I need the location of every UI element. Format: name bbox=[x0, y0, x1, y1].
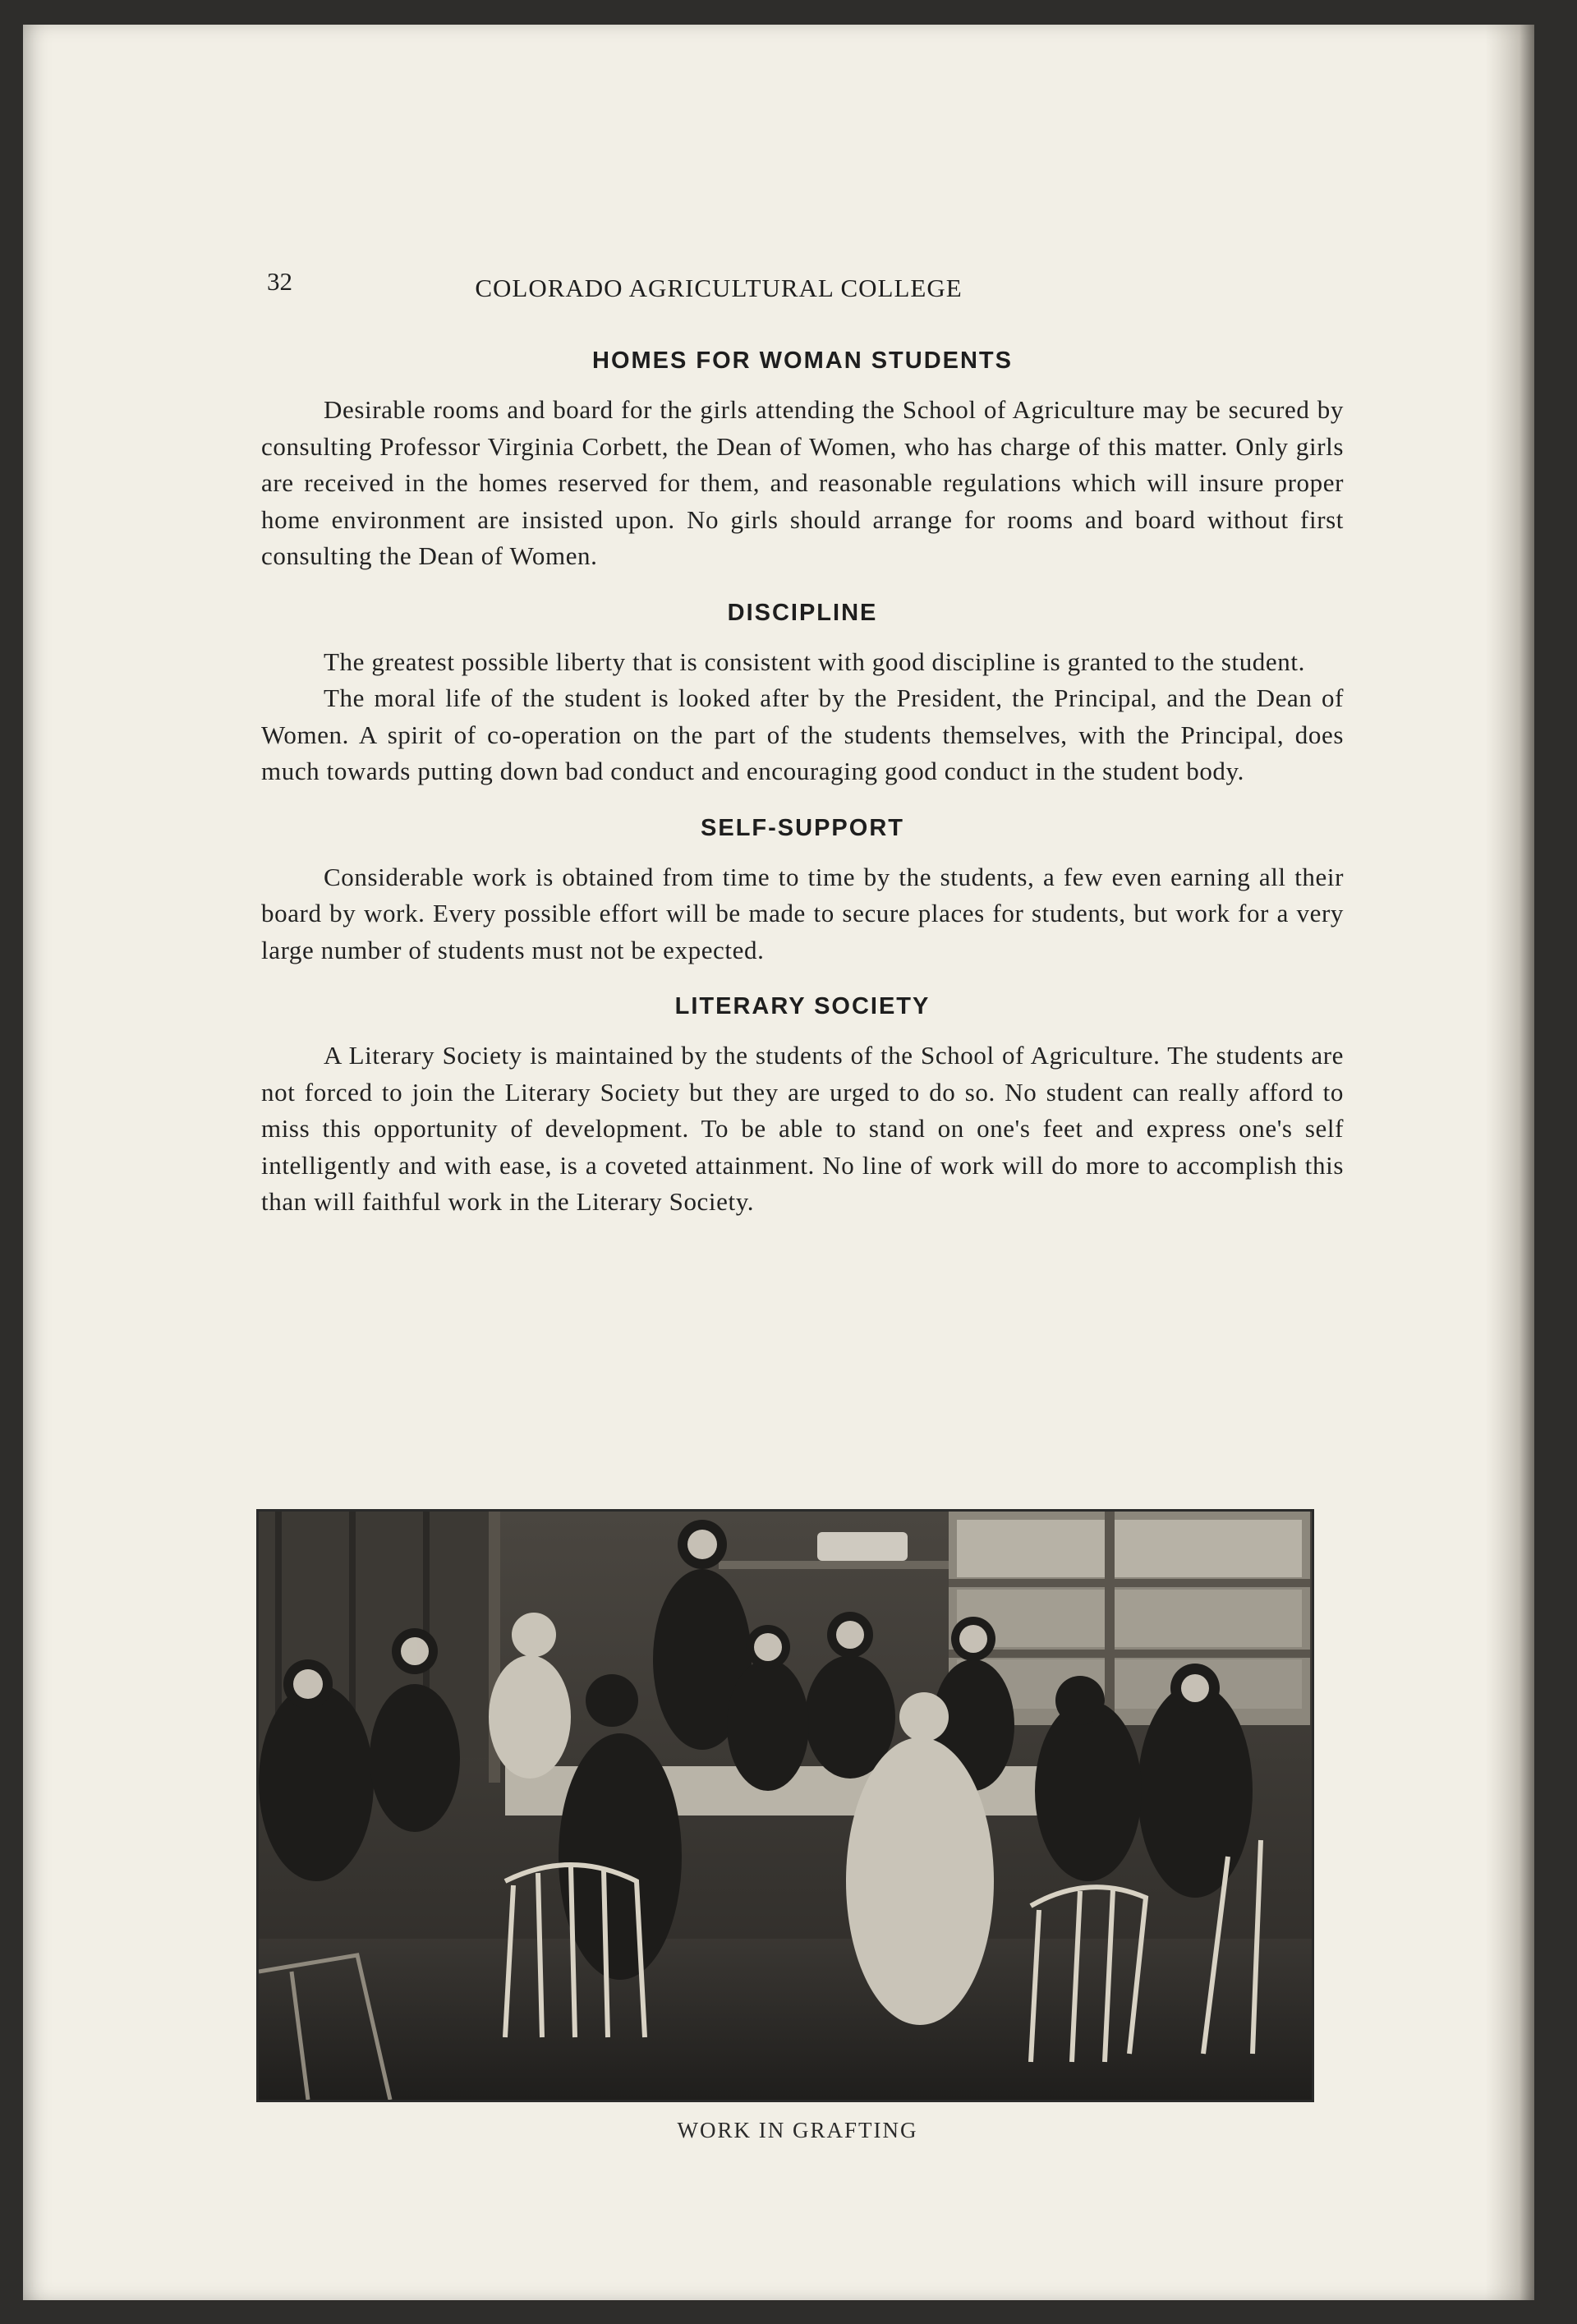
paragraph: A Literary Society is maintained by the students of the School of Agriculture. The students are not forced to join the Literary Society but they are urged to do so. No student can really afford to miss this opportunity of development. To be able to stand on one's feet and express one's self intelligently and with ease, is a coveted attainment. No line of work will do more to accomplish this than will faithful work in the Literary Society. bbox=[261, 1041, 1344, 1216]
page-content bbox=[261, 341, 1344, 1239]
section-literary-society bbox=[261, 987, 1344, 1221]
paragraph: The greatest possible liberty that is consistent with good discipline is granted to the student. bbox=[324, 647, 1305, 676]
photo-illustration bbox=[259, 1512, 1312, 2100]
section-heading: SELF-SUPPORT bbox=[701, 814, 904, 841]
section-self-support bbox=[261, 808, 1344, 969]
page-header bbox=[246, 267, 1125, 308]
section-heading: LITERARY SOCIETY bbox=[674, 993, 931, 1019]
section-heading: DISCIPLINE bbox=[727, 599, 878, 626]
section-homes-for-woman-students bbox=[261, 341, 1344, 575]
paragraph: The moral life of the student is looked after by the President, the Principal, and the Dean of Women. A spirit of co-operation on the part of the students themselves, with the Principal, does much towards putting down bad conduct and encouraging good conduct in the student body. bbox=[261, 683, 1344, 785]
section-heading: HOMES FOR WOMAN STUDENTS bbox=[592, 347, 1013, 374]
grafting-photograph bbox=[256, 1509, 1314, 2102]
figure-caption: WORK IN GRAFTING bbox=[677, 2118, 918, 2142]
paragraph: Considerable work is obtained from time to time by the students, a few even earning all their board by work. Every possible effort will be made to secure places for students, but work for a very large number of students must not be expected. bbox=[261, 862, 1344, 964]
paragraph: Desirable rooms and board for the girls attending the School of Agriculture may be secured by consulting Professor Virginia Corbett, the Dean of Women, who has charge of this matter. Only girls are received in the homes reserved for them, and reasonable regulations which will insure proper home environment are insisted upon. No girls should arrange for rooms and board without first consulting the Dean of Women. bbox=[261, 395, 1344, 570]
page-number: 32 bbox=[267, 267, 292, 296]
section-discipline bbox=[261, 593, 1344, 790]
running-head: COLORADO AGRICULTURAL COLLEGE bbox=[475, 274, 963, 302]
